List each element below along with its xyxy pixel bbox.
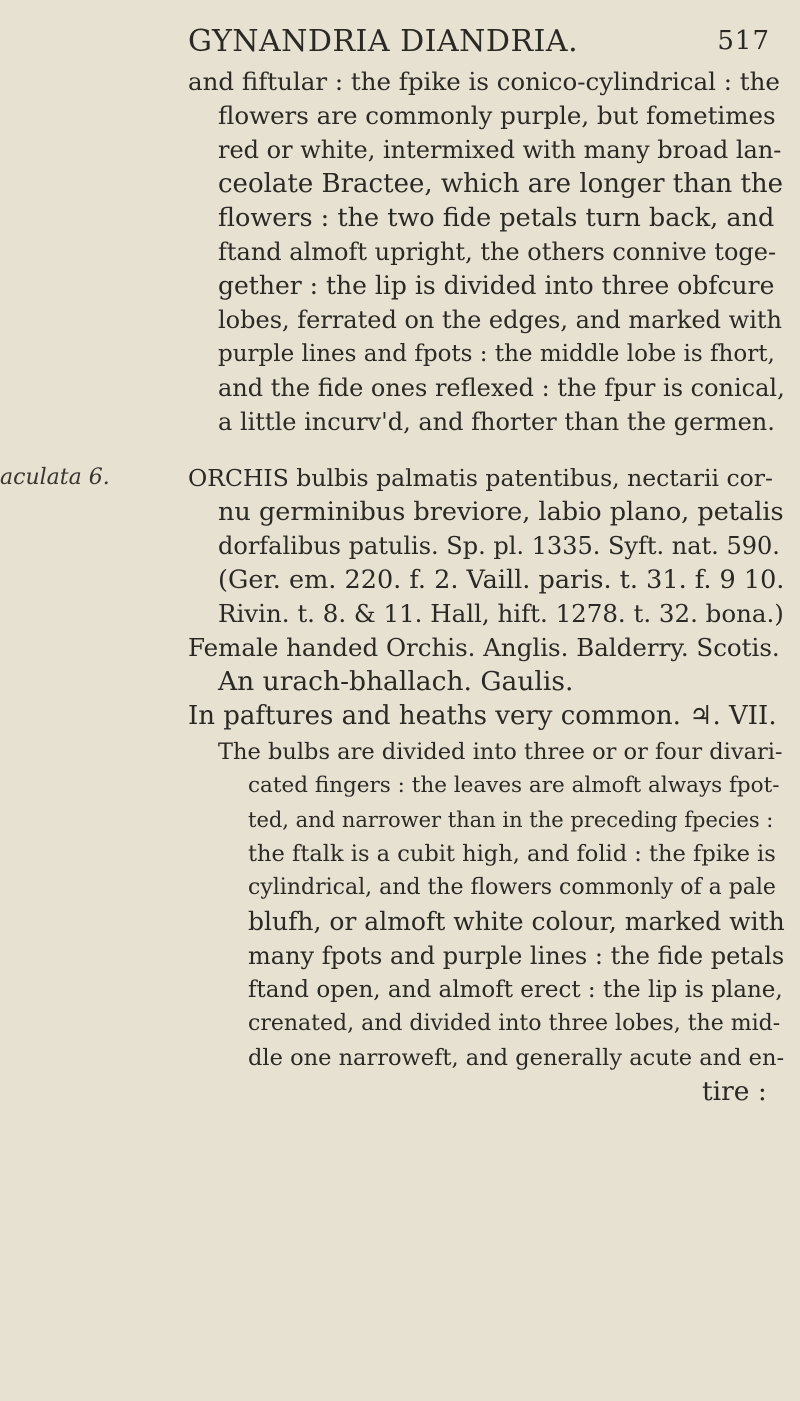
text-line: crenated, and divided into three lobes, the mid- <box>248 1011 781 1036</box>
margin-species-label: aculata 6. <box>0 465 110 490</box>
entry-line: dorfalibus patulis. Sp. pl. 1335. Syft. nat. 590. <box>218 532 780 560</box>
entry-line: Female handed Orchis. Anglis. Balderry. Scotis. <box>188 633 780 662</box>
entry-line: Rivin. t. 8. & 11. Hall, hift. 1278. t. 32. bona.) <box>218 599 784 628</box>
running-header <box>188 24 770 59</box>
text-line: blufh, or almoft white colour, marked with <box>248 907 785 936</box>
text-line: gether : the lip is divided into three obfcure <box>218 271 775 300</box>
text-line: ted, and narrower than in the preceding fpecies : <box>248 808 774 832</box>
catchword: tire : <box>702 1076 767 1107</box>
entry-line: In paftures and heaths very common. ♃. VII. <box>188 701 777 731</box>
text-line: and fiftular : the fpike is conico-cylindrical : the <box>188 67 780 96</box>
entry-line: nu germinibus breviore, labio plano, petalis <box>218 497 784 527</box>
entry-line: ORCHIS bulbis palmatis patentibus, nectarii cor- <box>188 464 773 492</box>
page-number: 517 <box>717 26 770 56</box>
text-line: The bulbs are divided into three or or four divari- <box>218 739 783 765</box>
entry-line: An urach-bhallach. Gaulis. <box>218 666 574 697</box>
text-line: the ftalk is a cubit high, and folid : the fpike is <box>248 841 776 867</box>
text-line: a little incurv'd, and fhorter than the germen. <box>218 408 775 436</box>
text-line: flowers are commonly purple, but fometimes <box>218 101 776 130</box>
text-line: purple lines and fpots : the middle lobe is fhort, <box>218 341 775 367</box>
text-line: and the fide ones reflexed : the fpur is conical, <box>218 374 785 402</box>
text-line: ftand open, and almoft erect : the lip is plane, <box>248 977 783 1003</box>
text-line: dle one narroweft, and generally acute and en- <box>248 1045 785 1071</box>
text-line: ftand almoft upright, the others connive toge- <box>218 238 777 266</box>
text-line: many fpots and purple lines : the fide petals <box>248 942 785 970</box>
entry-line: (Ger. em. 220. f. 2. Vaill. paris. t. 31. f. 9 10. <box>218 565 785 595</box>
running-title: GYNANDRIA DIANDRIA. <box>188 24 579 59</box>
text-line: cated fingers : the leaves are almoft always fpot- <box>248 773 780 798</box>
text-line: lobes, ferrated on the edges, and marked with <box>218 306 782 334</box>
text-line: cylindrical, and the flowers commonly of a pale <box>248 875 776 900</box>
text-line: ceolate Bractee, which are longer than the <box>218 169 784 199</box>
text-line: red or white, intermixed with many broad lan- <box>218 136 782 164</box>
text-line: flowers : the two fide petals turn back, and <box>218 203 775 233</box>
